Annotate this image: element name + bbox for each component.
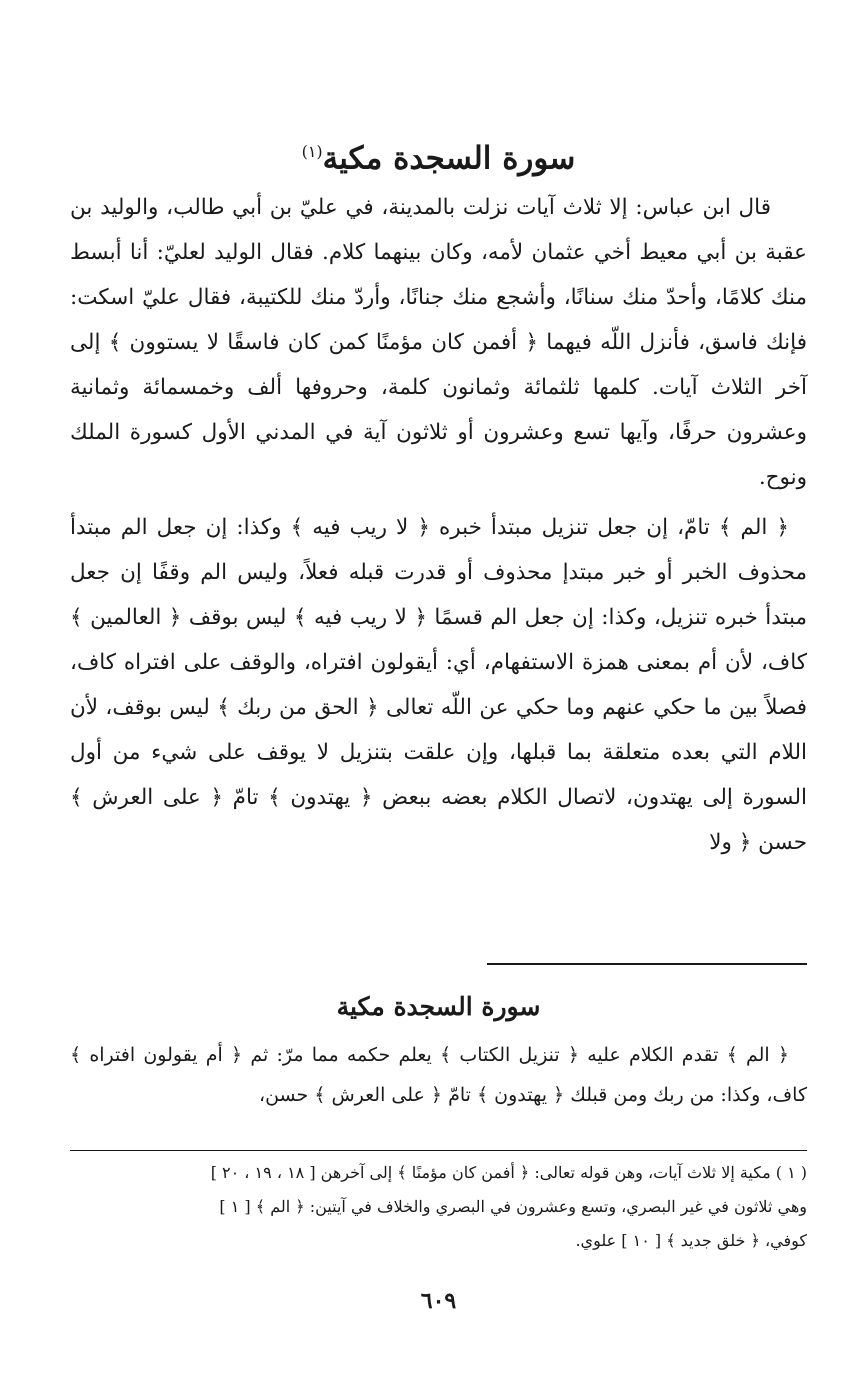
intro-paragraph: قال ابن عباس: إلا ثلاث آيات نزلت بالمدينة، في عليّ بن أبي طالب، والوليد بن عقبة بن أبي معيط أخي عثمان لأمه، وكان بينهما كلام. فقال الوليد لعليّ: أنا أبسط منك كلامًا، وأحدّ منك سنانًا، وأشجع منك جنانًا، وأردّ منك للكتيبة، فقال عليّ اسكت: فإنك فاسق، فأنزل اللّه فيهما ﴿ أفمن كان مؤمنًا كمن كان فاسقًا لا يستوون ﴾ إلى آخر الثلاث آيات. كلمها ثلثمائة وثمانون كلمة، وحروفها ألف وخمسمائة وثمانية وعشرون حرفًا، وآيها تسع وعشرون أو ثلاثون آية في المدني الأول كسورة الملك ونوح. xyxy=(70,195,807,490)
page-number: ٦٠٩ xyxy=(420,1288,457,1314)
footnote-line: وهي ثلاثون في غير البصري، وتسع وعشرون في البصري والخلاف في آيتين: ﴿ الم ﴾ [ ١ ] xyxy=(219,1197,807,1216)
book-page xyxy=(70,0,807,1385)
waqf-paragraph: ﴿ الم ﴾ تامّ، إن جعل تنزيل مبتدأ خبره ﴿ لا ريب فيه ﴾ وكذا: إن جعل الم مبتدأ محذوف الخبر أو خبر مبتدإ محذوف أو قدرت قبله فعلاً، وليس الم وقفًا إن جعل مبتدأ خبره تنزيل، وكذا: إن جعل الم قسمًا ﴿ لا ريب فيه ﴾ ليس بوقف ﴿ العالمين ﴾ كاف، لأن أم بمعنى همزة الاستفهام، أي: أيقولون افتراه، والوقف على افتراه كاف، فصلاً بين ما حكي عنهم وما حكي عن اللّه تعالى ﴿ الحق من ربك ﴾ ليس بوقف، لأن اللام التي بعده متعلقة بما قبلها، وإن علقت بتنزيل لا يوقف على شيء من أول السورة إلى يهتدون، لاتصال الكلام بعضه ببعض ﴿ يهتدون ﴾ تامّ ﴿ على العرش ﴾ حسن ﴿ ولا xyxy=(70,515,807,855)
footnote-line: ( ١ ) مكية إلا ثلاث آيات، وهن قوله تعالى: ﴿ أفمن كان مؤمنًا ﴾ إلى آخرهن [ ١٨ ، ١٩ ، ٢٠ ] xyxy=(210,1163,807,1182)
footnote-marker: (١) xyxy=(301,142,323,161)
footnote-block xyxy=(70,1156,807,1258)
secondary-paragraph: ﴿ الم ﴾ تقدم الكلام عليه ﴿ تنزيل الكتاب ﴾ يعلم حكمه مما مرّ: ثم ﴿ أم يقولون افتراه ﴾ كاف، وكذا: من ربك ومن قبلك ﴿ يهتدون ﴾ تامّ ﴿ على العرش ﴾ حسن، xyxy=(70,1044,807,1106)
secondary-text xyxy=(70,1035,807,1115)
surah-title xyxy=(70,122,807,188)
surah-title-text: سورة السجدة مكية xyxy=(322,140,576,177)
secondary-title: سورة السجدة مكية xyxy=(336,992,541,1021)
main-text-body xyxy=(70,185,807,865)
section-divider xyxy=(487,963,807,965)
footnote-line: كوفي، ﴿ خلق جديد ﴾ [ ١٠ ] علوي. xyxy=(575,1231,807,1250)
footnote-divider xyxy=(70,1150,807,1151)
